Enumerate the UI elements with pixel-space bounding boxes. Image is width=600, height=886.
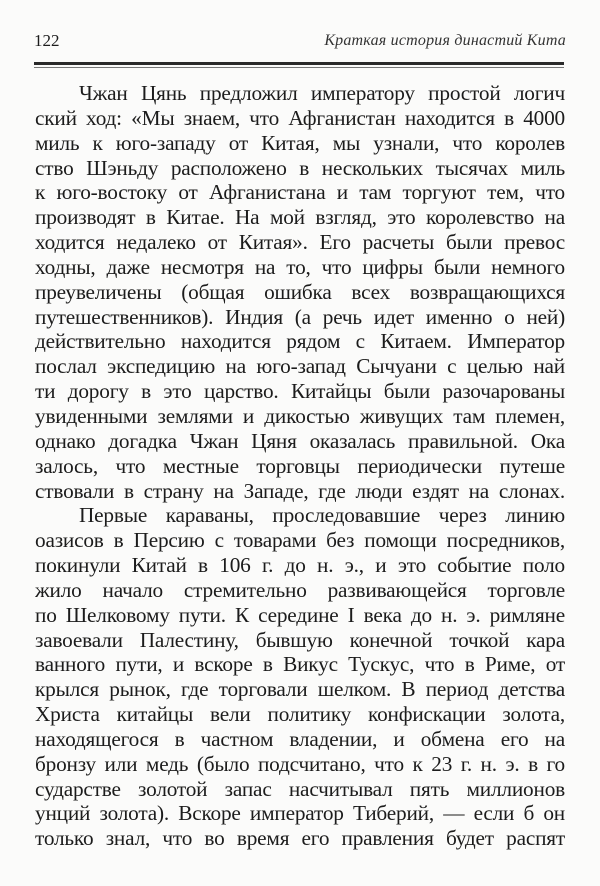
text-line: производят в Китае. На мой взгляд, это королевство на	[35, 205, 565, 230]
text-line: только знал, что во время его правления будет распят	[35, 826, 565, 851]
text-line: по Шелковому пути. К середине I века до н. э. римляне	[35, 602, 565, 627]
text-line: миль к юго-западу от Китая, мы узнали, что королев	[35, 130, 565, 155]
text-line: ский ход: «Мы знаем, что Афганистан находится в 4000	[35, 105, 565, 130]
running-header	[34, 31, 566, 53]
text-line: Чжан Цянь предложил императору простой логич	[79, 81, 565, 105]
text-line: ство Шэньду расположено в нескольких тысячах миль	[35, 155, 565, 180]
header-rule-thick	[34, 62, 564, 65]
text-line: крылся рынок, где торговали шелком. В период детства	[35, 677, 565, 702]
text-line: находящегося в частном владении, и обмена его на	[35, 726, 565, 751]
text-line: действительно находится рядом с Китаем. Император	[35, 329, 565, 354]
text-line: преувеличены (общая ошибка всех возвращающихся	[35, 279, 565, 304]
text-line: путешественников). Индия (а речь идет именно о ней)	[35, 304, 565, 329]
text-line: Первые караваны, проследовавшие через линию	[79, 503, 565, 528]
text-line: увиденными землями и дикостью живущих там племен,	[35, 403, 565, 428]
text-line: однако догадка Чжан Цяня оказалась правильной. Ока	[35, 428, 565, 453]
text-line: залось, что местные торговцы периодически путеше	[35, 453, 565, 478]
text-line: жило начало стремительно развивающейся торговле	[35, 577, 565, 602]
text-line: послал экспедицию на юго-запад Сычуани с целью най	[35, 354, 565, 379]
running-title: Краткая история династий Кита	[324, 32, 566, 49]
text-line: ванного пути, и вскоре в Викус Тускус, что в Риме, от	[35, 652, 565, 677]
text-line: ти дорогу в это царство. Китайцы были разочарованы	[35, 379, 565, 404]
text-line: Христа китайцы вели политику конфискации золота,	[35, 702, 565, 727]
text-line: унций золота). Вскоре император Тиберий, — если б он	[35, 801, 565, 826]
header-rule-thin	[34, 67, 564, 68]
text-line: ходится недалеко от Китая». Его расчеты были превос	[35, 230, 565, 255]
text-line: сударстве золотой запас насчитывал пять миллионов	[35, 776, 565, 801]
text-line: оазисов в Персию с товарами без помощи посредников,	[35, 528, 565, 553]
page-number: 122	[34, 31, 60, 50]
text-line: завоевали Палестину, бывшую конечной точкой кара	[35, 627, 565, 652]
text-line: ходны, даже несмотря на то, что цифры были немного	[35, 254, 565, 279]
text-line: к юго-востоку от Афганистана и там торгуют тем, что	[35, 180, 565, 205]
text-line: бронзу или медь (было подсчитано, что к 23 г. н. э. в го	[35, 751, 565, 776]
text-line: покинули Китай в 106 г. до н. э., и это событие поло	[35, 553, 565, 578]
text-line: ствовали в страну на Западе, где люди ездят на слонах.	[35, 478, 565, 503]
body-text	[35, 81, 565, 851]
